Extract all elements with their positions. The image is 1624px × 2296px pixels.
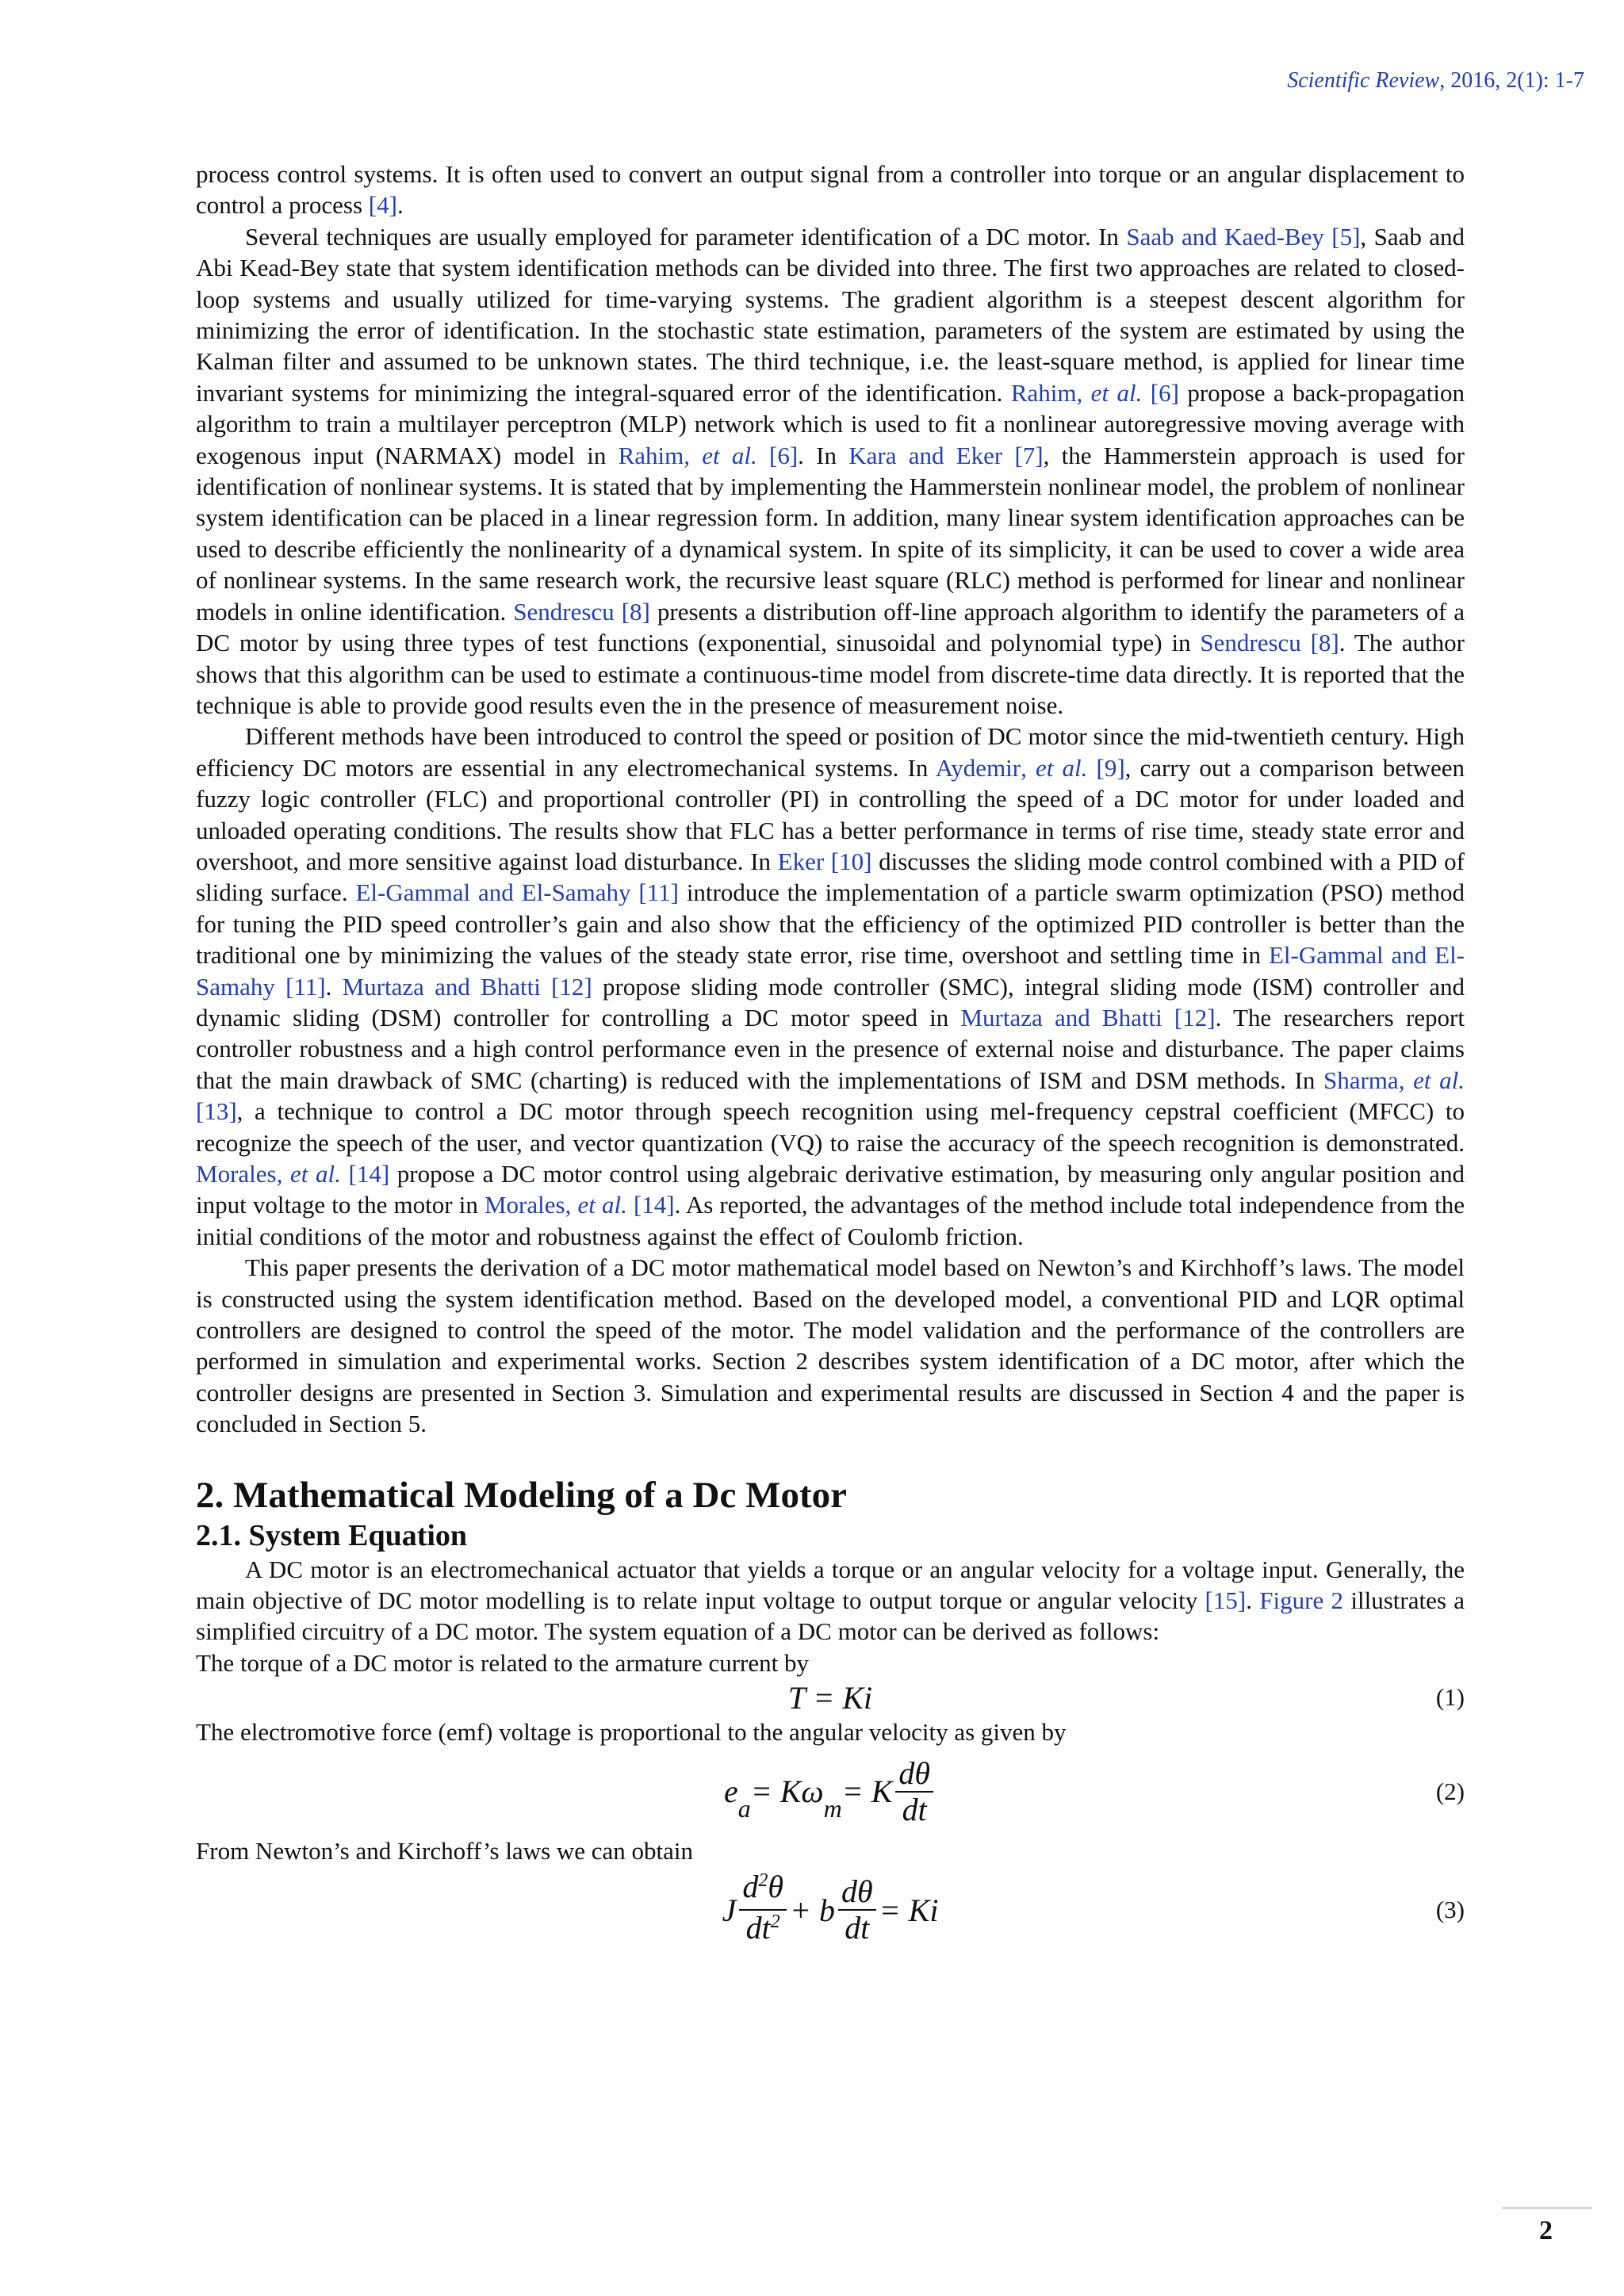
text: propose sliding mode controller (SMC), integral sliding mode (ISM) controller and dynamic sliding (DSM) controller for controlling a DC motor speed in xyxy=(196,972,1465,1031)
equation-number: (1) xyxy=(1435,1683,1465,1712)
text: . In xyxy=(798,441,849,469)
link-part: Aydemir xyxy=(935,753,1021,782)
n-part: 2 xyxy=(758,1870,768,1892)
n-part: d xyxy=(742,1869,759,1905)
ref-link-elgammal[interactable]: El-Gammal and El-Samahy [11] xyxy=(355,878,679,907)
ref-link-murtaza[interactable]: Murtaza and Bhatti [12] xyxy=(342,972,592,1001)
ref-link-morales[interactable] xyxy=(196,1160,389,1188)
eq2-mid: = Kω xyxy=(750,1774,824,1810)
footer-divider xyxy=(1502,2207,1592,2209)
link-part: , et al. xyxy=(276,1160,341,1188)
link-part: , et al. xyxy=(684,441,757,469)
link-part: , et al. xyxy=(1021,753,1088,782)
text: , a technique to control a DC motor through speech recognition using mel-frequency cepstral coefficient (MFCC) to recognize the speech of the user, and vector quantization (VQ) to raise the accuracy of the speech recognition is demonstrated. xyxy=(196,1097,1465,1157)
text: illustrates a simplified circuitry of a DC motor. The system equation of a DC motor can be derived as follows: xyxy=(196,1586,1465,1646)
denominator: dt xyxy=(845,1910,870,1946)
equation-1 xyxy=(196,1678,1465,1716)
text: . The researchers report controller robustness and a high control performance even in the presence of external noise and disturbance. The paper claims that the main drawback of SMC (charting) is reduced with the implementations of ISM and DSM methods. In xyxy=(196,1003,1465,1094)
link-part: [9] xyxy=(1087,753,1125,782)
text: , Saab and Abi Kead-Bey state that system identification methods can be divided into three. The first two approaches are related to closed-loop systems and usually utilized for time-varying systems. The gradient algorithm is a steepest descent algorithm for minimizing the error of identification. In the stochastic state estimation, parameters of the system are estimated by using the Kalman filter and assumed to be unknown states. The third technique, i.e. the least-square method, is applied for linear time invariant systems for minimizing the integral-squared error of the identification. xyxy=(196,222,1465,407)
text: Different methods have been introduced to control the speed or position of DC motor since the mid-twentieth century. High efficiency DC motors are essential in any electromechanical systems. In xyxy=(196,722,1465,782)
eq1-body: T = Ki xyxy=(787,1679,873,1716)
text: , the Hammerstein approach is used for identification of nonlinear systems. It is stated that by implementing the Hammerstein nonlinear model, the problem of nonlinear system identification can be placed in a linear regression form. In addition, many linear system identification approaches can be used to describe efficiently the nonlinearity of a dynamical system. In spite of its simplicity, it can be used to cover a wide area of nonlinear systems. In the same research work, the recursive least square (RLC) method is performed for linear and nonlinear models in online identification. xyxy=(196,441,1465,626)
ref-link-rahim[interactable] xyxy=(619,442,799,469)
ref-link-morales[interactable] xyxy=(485,1191,675,1219)
numerator: dθ xyxy=(838,1874,876,1911)
text: discusses the sliding mode control combined with a PID of sliding surface. xyxy=(196,847,1465,907)
paragraph-1 xyxy=(196,159,1465,221)
section-heading: 2. Mathematical Modeling of a Dc Motor xyxy=(196,1474,847,1516)
running-header xyxy=(1287,68,1584,94)
d-part: 2 xyxy=(770,1911,780,1933)
ref-link-eker[interactable]: Eker [10] xyxy=(777,847,872,875)
equation-number: (3) xyxy=(1435,1896,1465,1924)
figure-link[interactable]: Figure 2 xyxy=(1259,1586,1344,1615)
citation: , 2016, 2(1): 1-7 xyxy=(1439,68,1584,93)
text: process control systems. It is often used to convert an output signal from a controller into torque or an angular displacement to control a process xyxy=(196,160,1465,220)
emf-line: The electromotive force (emf) voltage is proportional to the angular velocity as given by xyxy=(196,1718,1067,1747)
equation-number: (2) xyxy=(1435,1777,1465,1805)
ref-link[interactable]: [15] xyxy=(1205,1586,1247,1615)
eq2-sub-m: m xyxy=(823,1794,842,1823)
link-part: , et al. xyxy=(1398,1066,1465,1094)
newton-line: From Newton’s and Kirchoff’s laws we can obtain xyxy=(196,1836,694,1865)
paragraph-3 xyxy=(196,721,1465,1252)
paragraph-5 xyxy=(196,1554,1465,1647)
link-part: Morales xyxy=(484,1191,565,1219)
eq2-fraction xyxy=(895,1756,933,1827)
journal-name: Scientific Review xyxy=(1287,68,1440,93)
link-part: , et al. xyxy=(1076,378,1143,407)
text: . The author shows that this algorithm can be used to estimate a continuous-time model from discrete-time data directly. It is reported that the technique is able to provide good results even the in the presence of measurement noise. xyxy=(196,629,1465,719)
link-part: [13] xyxy=(196,1097,237,1126)
ref-link-kara[interactable]: Kara and Eker [7] xyxy=(848,441,1044,469)
ref-link-saab[interactable]: Saab and Kaed-Bey [5] xyxy=(1126,222,1361,251)
link-part: [14] xyxy=(340,1160,390,1188)
n-part: θ xyxy=(768,1869,783,1905)
eq3-rhs: = Ki xyxy=(879,1892,939,1928)
numerator xyxy=(739,1869,787,1911)
text: . xyxy=(1246,1586,1260,1615)
page-body xyxy=(196,159,1465,1954)
ref-link-sendrescu[interactable]: Sendrescu [8] xyxy=(1200,629,1339,657)
link-part: Sharma xyxy=(1323,1066,1399,1094)
text: , carry out a comparison between fuzzy logic controller (FLC) and proportional controller (PI) in controlling the speed of a DC motor for under loaded and unloaded operating conditions. The results show that FLC has a better performance in terms of rise time, steady state error and overshoot, and more sensitive against load disturbance. In xyxy=(196,753,1465,875)
text: . xyxy=(325,972,343,1001)
paragraph-4: This paper presents the derivation of a DC motor mathematical model based on Newton’s and Kirchhoff’s laws. The model is constructed using the system identification method. Based on the developed model, a conventional PID and LQR optimal controllers are designed to control the speed of the motor. The model validation and the performance of the controllers are performed in simulation and experimental works. Section 2 describes system identification of a DC motor, after which the controller designs are presented in Section 3. Simulation and experimental results are discussed in Section 4 and the paper is concluded in Section 5. xyxy=(196,1253,1465,1438)
text: A DC motor is an electromechanical actuator that yields a torque or an angular velocity for a voltage input. Generally, the main objective of DC motor modelling is to relate input voltage to output torque or angular velocity xyxy=(196,1555,1465,1615)
ref-link-murtaza[interactable]: Murtaza and Bhatti [12] xyxy=(960,1003,1216,1031)
equation-3 xyxy=(196,1866,1465,1954)
d-part: dt xyxy=(745,1910,771,1946)
ref-link-rahim[interactable] xyxy=(1011,379,1179,407)
eq2-e: e xyxy=(723,1774,738,1810)
text: propose a DC motor control using algebraic derivative estimation, by measuring only angular position and input voltage to the motor in xyxy=(196,1160,1465,1219)
text: propose a back-propagation algorithm to train a multilayer perceptron (MLP) network which is used to fit a nonlinear autoregressive moving average with exogenous input (NARMAX) model in xyxy=(196,378,1465,469)
link-part: [14] xyxy=(626,1191,675,1219)
ref-link-aydemir[interactable] xyxy=(936,754,1125,782)
link-part: Rahim xyxy=(618,441,684,469)
ref-link-sendrescu[interactable]: Sendrescu [8] xyxy=(513,597,650,626)
link-part: Morales xyxy=(196,1160,277,1188)
eq3-fraction-2 xyxy=(838,1874,876,1946)
eq2-eqk: = K xyxy=(841,1774,893,1810)
numerator: dθ xyxy=(895,1756,933,1793)
ref-link[interactable]: [4] xyxy=(368,191,397,220)
torque-line: The torque of a DC motor is related to the armature current by xyxy=(196,1648,810,1677)
page-number: 2 xyxy=(1539,2216,1553,2245)
link-part: [6] xyxy=(756,441,799,469)
denominator: dt xyxy=(902,1791,927,1827)
eq3-fraction-1 xyxy=(739,1869,787,1950)
eq2-sub-a: a xyxy=(737,1794,751,1823)
link-part: Rahim xyxy=(1010,378,1077,407)
subsection-heading: 2.1. System Equation xyxy=(196,1518,468,1552)
link-part: [6] xyxy=(1142,378,1179,407)
paragraph-2 xyxy=(196,221,1465,721)
text: introduce the implementation of a particle swarm optimization (PSO) method for tuning the PID speed controller’s gain and also show that the efficiency of the optimized PID controller is better than the traditional one by minimizing the values of the steady state error, rise time, overshoot and settling time in xyxy=(196,878,1465,970)
denominator xyxy=(743,1911,783,1950)
text: . xyxy=(396,191,404,220)
link-part: , et al. xyxy=(565,1191,627,1219)
ref-link-elgammal[interactable]: El-Gammal and El-Samahy [11] xyxy=(196,941,1465,1001)
text: . As reported, the advantages of the method include total independence from the initial conditions of the motor and robustness against the effect of Coulomb friction. xyxy=(196,1191,1465,1250)
eq3-J: J xyxy=(722,1892,737,1928)
text: Several techniques are usually employed for parameter identification of a DC motor. In xyxy=(245,222,1127,251)
text: presents a distribution off-line approach algorithm to identify the parameters of a DC motor by using three types of test functions (exponential, sinusoidal and polynomial type) in xyxy=(196,597,1465,657)
equation-2 xyxy=(196,1748,1465,1835)
eq3-plusb: + b xyxy=(789,1892,835,1928)
